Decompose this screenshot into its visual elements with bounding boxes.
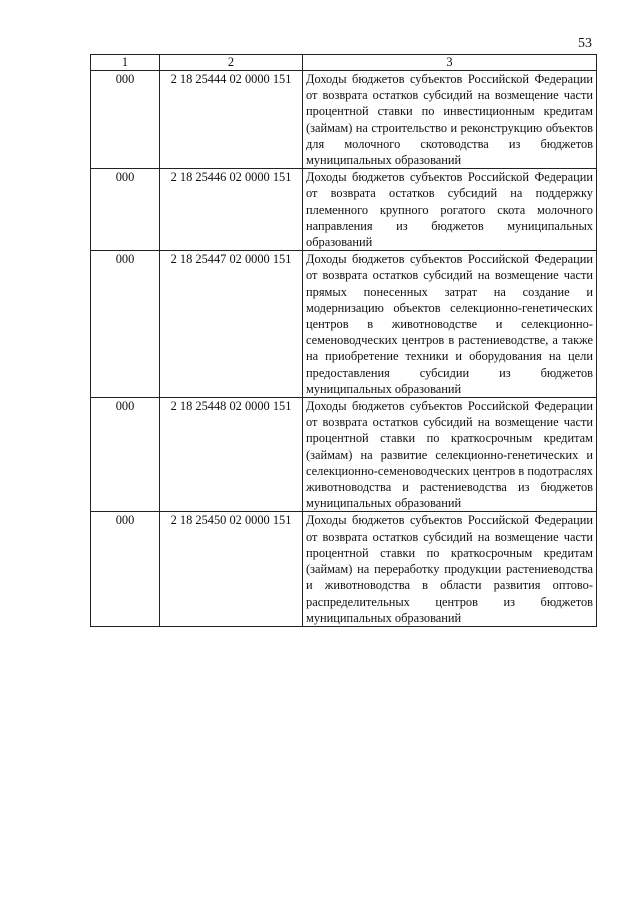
table-row [91, 512, 597, 626]
table-row [91, 71, 597, 169]
page-number: 53 [578, 36, 592, 51]
admin-code-cell: 000 [91, 169, 160, 251]
income-name-cell: Доходы бюджетов субъектов Российской Федерации от возврата остатков субсидий на возмещение части процентной ставки по инвестиционным кредитам (займам) на строительство и реконструкцию объектов для молочного скотоводства из бюджетов муниципальных образований [303, 71, 597, 169]
income-name-cell: Доходы бюджетов субъектов Российской Федерации от возврата остатков субсидий на возмещение части процентной ставки по краткосрочным кредитам (займам) на развитие селекционно-генетических и селекционно-семеноводческих центров в подотраслях животноводства и растениеводства из бюджетов муниципальных образований [303, 398, 597, 512]
table-row [91, 398, 597, 512]
income-name-cell: Доходы бюджетов субъектов Российской Федерации от возврата остатков субсидий на возмещение части прямых понесенных затрат на создание и модернизацию объектов селекционно-генетических центров в животноводстве и селекционно-семеноводческих центров в растениеводстве, а также на приобретение техники и оборудования на цели предоставления субсидии из бюджетов муниципальных образований [303, 251, 597, 398]
header-col-3: 3 [303, 55, 597, 71]
income-name-cell: Доходы бюджетов субъектов Российской Федерации от возврата остатков субсидий на поддержку племенного крупного рогатого скота молочного направления из бюджетов муниципальных образований [303, 169, 597, 251]
header-col-2: 2 [160, 55, 303, 71]
table-row [91, 169, 597, 251]
income-code-cell: 2 18 25447 02 0000 151 [160, 251, 303, 398]
admin-code-cell: 000 [91, 251, 160, 398]
table-header-row [91, 55, 597, 71]
income-name-cell: Доходы бюджетов субъектов Российской Федерации от возврата остатков субсидий на возмещение части процентной ставки по краткосрочным кредитам (займам) на переработку продукции растениеводства и животноводства в области развития оптово-распределительных центров из бюджетов муниципальных образований [303, 512, 597, 626]
income-code-cell: 2 18 25444 02 0000 151 [160, 71, 303, 169]
header-col-1: 1 [91, 55, 160, 71]
table-row [91, 251, 597, 398]
income-codes-table [90, 54, 597, 627]
income-code-cell: 2 18 25446 02 0000 151 [160, 169, 303, 251]
admin-code-cell: 000 [91, 71, 160, 169]
income-code-cell: 2 18 25450 02 0000 151 [160, 512, 303, 626]
admin-code-cell: 000 [91, 398, 160, 512]
admin-code-cell: 000 [91, 512, 160, 626]
income-code-cell: 2 18 25448 02 0000 151 [160, 398, 303, 512]
